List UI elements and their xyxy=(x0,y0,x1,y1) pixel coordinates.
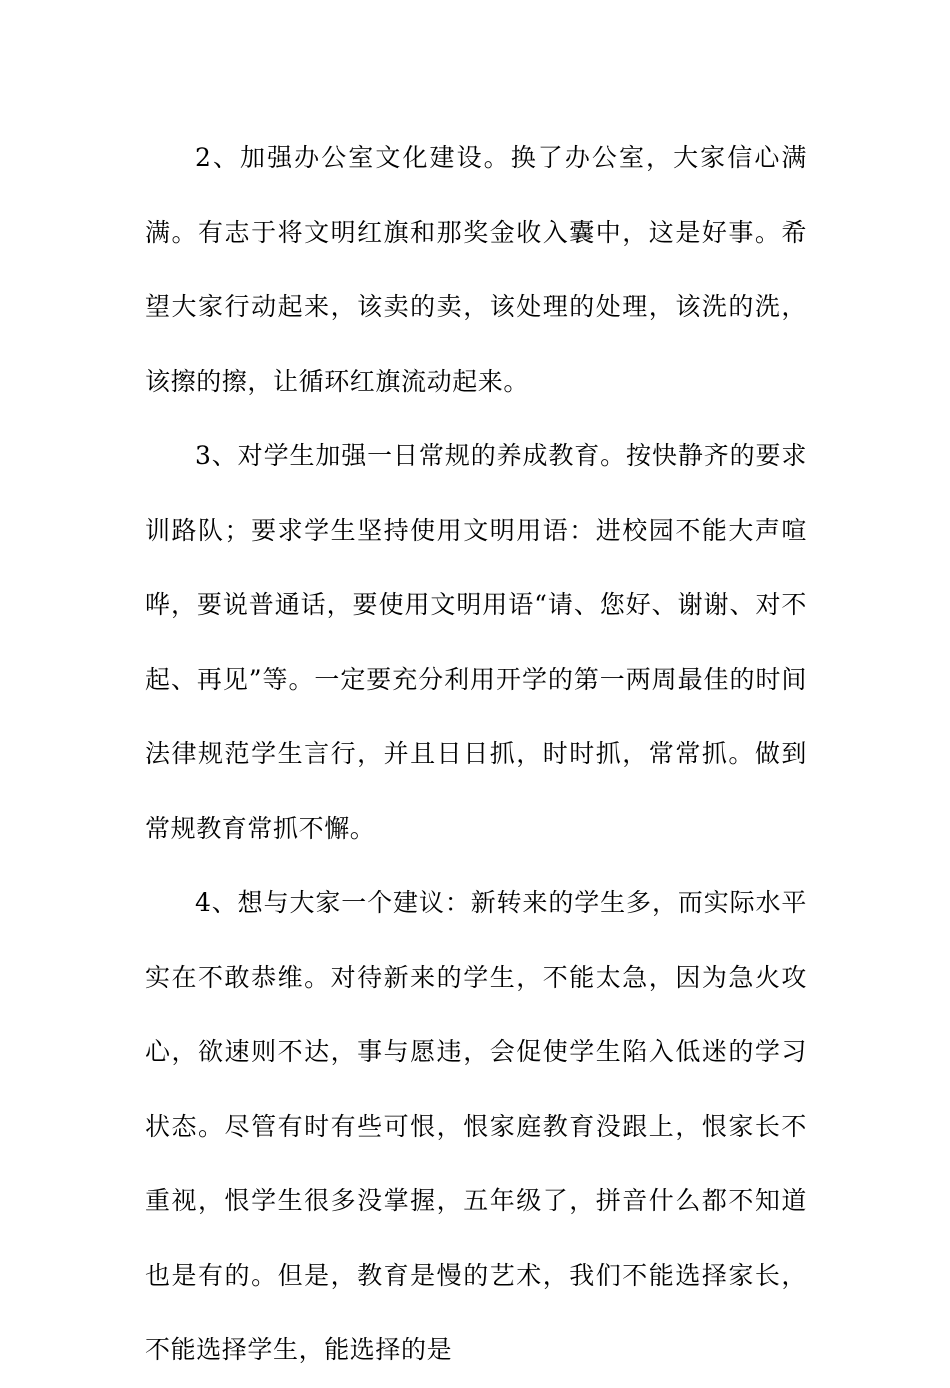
paragraph-new-students: 4、想与大家一个建议：新转来的学生多，而实际水平实在不敢恭维。对待新来的学生，不能太急，因为急火攻心，欲速则不达，事与愿违，会促使学生陷入低迷的学习状态。尽管有时有些可恨，恨家庭教育没跟上，恨家长不重视，恨学生很多没掌握，五年级了，拼音什么都不知道也是有的。但是，教育是慢的艺术，我们不能选择家长，不能选择学生，能选择的是 xyxy=(145,888,807,1364)
paragraph-office-culture: 2、加强办公室文化建设。换了办公室，大家信心满满。有志于将文明红旗和那奖金收入囊中，这是好事。希望大家行动起来，该卖的卖，该处理的处理，该洗的洗，该擦的擦，让循环红旗流动起来。 xyxy=(145,143,807,396)
document-body xyxy=(145,121,807,1388)
paragraph-daily-routine: 3、对学生加强一日常规的养成教育。按快静齐的要求训路队；要求学生坚持使用文明用语：进校园不能大声喧哗，要说普通话，要使用文明用语“请、您好、谢谢、对不起、再见”等。一定要充分利用开学的第一两周最佳的时间法律规范学生言行，并且日日抓，时时抓，常常抓。做到常规教育常抓不懈。 xyxy=(145,441,807,843)
